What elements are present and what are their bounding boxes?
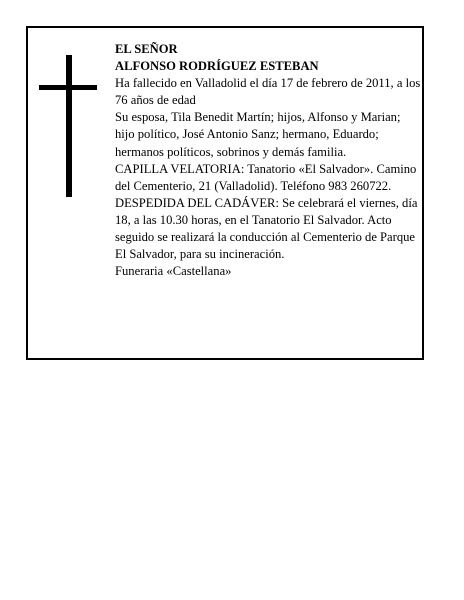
honorific: EL SEÑOR [115,42,178,56]
chapel-info: CAPILLA VELATORIA: Tanatorio «El Salvador». Camino del Cementerio, 21 (Valladolid). Teléfono 983 260722. [115,161,417,193]
cross-vertical-bar [66,55,72,197]
funeral-home: Funeraria «Castellana» [115,264,232,279]
family-list: Su esposa, Tila Benedit Martín; hijos, Alfonso y Marian; hijo político, José Antonio Sanz; hermano, Eduardo; hermanos políticos, sobrinos y demás familia. [115,110,401,159]
obituary-content [115,41,421,280]
death-info: Ha fallecido en Valladolid el día 17 de febrero de 2011, a los 76 años de edad [115,76,421,108]
deceased-name: ALFONSO RODRÍGUEZ ESTEBAN [115,59,319,74]
obituary-notice [26,26,424,360]
farewell-info: DESPEDIDA DEL CADÁVER: Se celebrará el viernes, día 18, a las 10.30 horas, en el Tanatorio El Salvador. Acto seguido se realizará la conducción al Cementerio de Parque El Salvador, para su incineración. [115,195,418,262]
cross-horizontal-bar [39,85,97,90]
